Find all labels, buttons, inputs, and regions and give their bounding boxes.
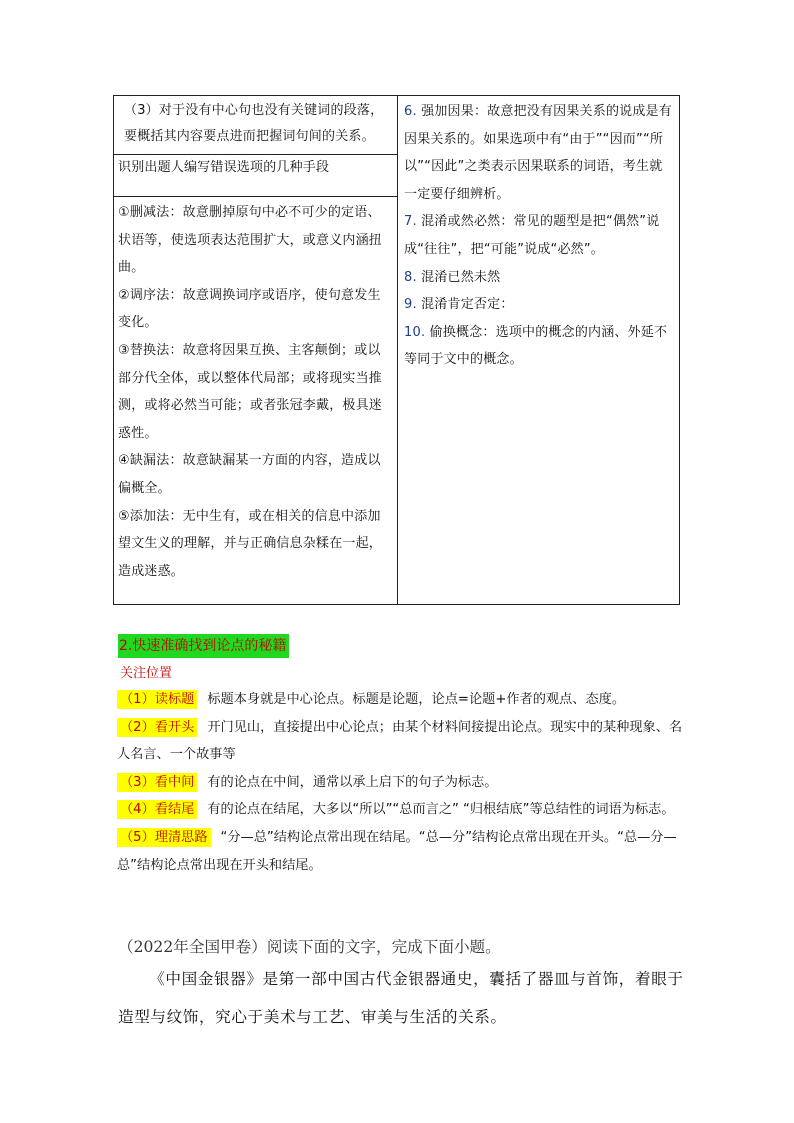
method-item: ⑤添加法：无中生有，或在相关的信息中添加望文生义的理解，并与正确信息杂糅在一起，造成迷惑。 bbox=[118, 508, 383, 579]
highlight-tag: （4）看结尾 bbox=[117, 800, 197, 819]
method-item: ③替换法：故意将因果互换、主客颠倒；或以部分代全体，或以整体代局部；或将现实当推测，或将必然当可能；或者张冠李戴，极具迷惑性。 bbox=[118, 342, 383, 441]
item-text: “分—总”结构论点常出现在结尾。“总—分”结构论点常出现在开头。“总—分—总”结构论点常出现在开头和结尾。 bbox=[117, 829, 677, 873]
section-title: 2.快速准确找到论点的秘籍 bbox=[118, 634, 289, 658]
table-cell-paragraph-tip bbox=[114, 96, 397, 155]
item-text: 有的论点在中间，通常以承上启下的句子为标志。 bbox=[207, 774, 498, 790]
right-list-item bbox=[404, 264, 675, 292]
right-list-item bbox=[404, 98, 675, 208]
focus-label: 关注位置 bbox=[120, 666, 173, 681]
paragraph-tip-text: （3）对于没有中心句也没有关键词的段落，要概括其内容要点进而把握词句间的关系。 bbox=[124, 103, 384, 144]
right-list-item bbox=[404, 208, 675, 263]
item-text: 混淆或然必然：常见的题型是把“偶然”说成“往往”，把“可能”说成“必然”。 bbox=[404, 214, 660, 257]
reading-passage: 《中国金银器》是第一部中国古代金银器通史，囊括了器皿与首饰，着眼于造型与纹饰，究心于美术与工艺、审美与生活的关系。 bbox=[118, 970, 684, 1026]
highlight-tag: （3）看中间 bbox=[117, 773, 197, 792]
item-text: 混淆已然未然 bbox=[421, 269, 501, 285]
list-item bbox=[117, 714, 687, 769]
list-item bbox=[117, 824, 687, 879]
item-number: 10. bbox=[404, 324, 426, 340]
highlight-tag: （2）看开头 bbox=[117, 718, 197, 737]
highlight-tag: （1）读标题 bbox=[117, 690, 197, 709]
error-methods-heading: 识别出题人编写错误选项的几种手段 bbox=[118, 160, 330, 175]
item-number: 7. bbox=[404, 214, 417, 230]
method-item: ①删减法：故意删掉原句中必不可少的定语、状语等，使选项表达范围扩大，或意义内涵扭曲。 bbox=[118, 205, 383, 276]
table-left-column bbox=[114, 96, 398, 604]
item-number: 8. bbox=[404, 269, 417, 285]
method-item: ②调序法：故意调换词序或语序，使句意发生变化。 bbox=[118, 287, 381, 331]
item-text: 开门见山，直接提出中心论点；由某个材料间接提出论点。现实中的某种现象、名人名言、一个故事等 bbox=[117, 719, 683, 763]
right-list-item bbox=[404, 319, 675, 374]
item-text: 标题本身就是中心论点。标题是论题，论点=论题+作者的观点、态度。 bbox=[207, 692, 626, 707]
table-right-column bbox=[398, 96, 679, 604]
list-item bbox=[117, 796, 687, 824]
item-number: 9. bbox=[404, 297, 417, 313]
item-text: 强加因果：故意把没有因果关系的说成是有因果关系的。如果选项中有“由于”“因而”“所以”“因此”之类表示因果联系的词语，考生就一定要仔细辨析。 bbox=[404, 104, 672, 202]
item-text: 混淆肯定否定： bbox=[421, 297, 514, 313]
item-number: 6. bbox=[404, 104, 417, 119]
item-text: 有的论点在结尾，大多以“所以”“总而言之” “归根结底”等总结性的词语为标志。 bbox=[207, 802, 675, 818]
thesis-tips-list bbox=[117, 686, 687, 879]
right-list-item bbox=[404, 291, 675, 319]
item-text: 偷换概念：选项中的概念的内涵、外延不等同于文中的概念。 bbox=[404, 324, 668, 368]
exam-heading: （2022年全国甲卷）阅读下面的文字，完成下面小题。 bbox=[118, 938, 501, 956]
list-item bbox=[117, 686, 687, 714]
table-cell-methods bbox=[114, 197, 397, 604]
list-item bbox=[117, 769, 687, 797]
method-item: ④缺漏法：故意缺漏某一方面的内容，造成以偏概全。 bbox=[118, 453, 381, 496]
table-cell-heading bbox=[114, 155, 397, 197]
highlight-tag: （5）理清思路 bbox=[117, 828, 211, 847]
error-options-table bbox=[113, 95, 680, 605]
